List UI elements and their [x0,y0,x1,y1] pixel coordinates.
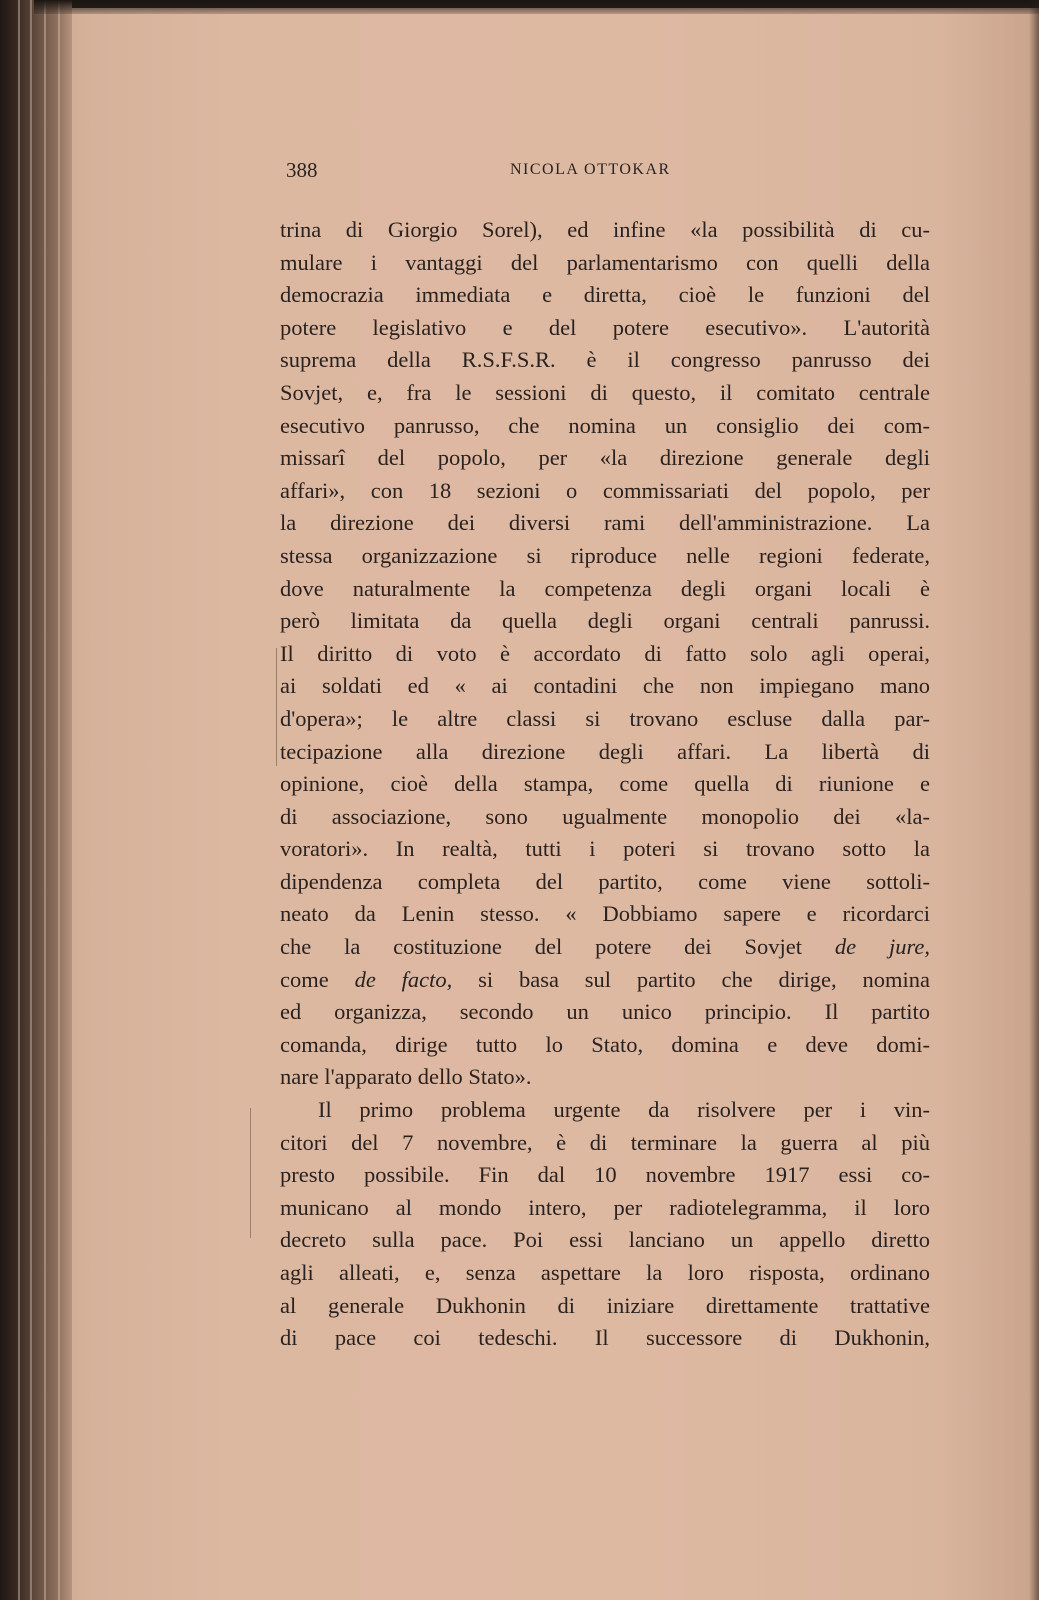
text-line: comanda, dirige tutto lo Stato, domina e deve domi- [280,1031,930,1057]
text-line: stessa organizzazione si riproduce nelle regioni federate, [280,542,930,568]
page-edge [58,0,60,1600]
text-line: municano al mondo intero, per radiotelegramma, il loro [280,1194,930,1220]
right-shadow [1029,0,1039,1600]
text-line: trina di Giorgio Sorel), ed infine «la possibilità di cu- [280,217,930,242]
text-line: affari», con 18 sezioni o commissariati del popolo, per [280,477,930,503]
text-line: mulare i vantaggi del parlamentarismo con quelli della [280,249,930,275]
running-head: NICOLA OTTOKAR [510,161,671,178]
page-edge [44,0,46,1600]
text-line: potere legislativo e del potere esecutivo». L'autorità [280,314,930,340]
italic-term: de jure, [834,934,930,960]
book-spine [0,0,72,1600]
text-line: d'opera»; le altre classi si trovano escluse dalla par- [280,705,930,731]
text-line: dipendenza completa del partito, come viene sottoli- [280,868,930,894]
text-line: presto possibile. Fin dal 10 novembre 1917 essi co- [280,1162,930,1188]
text-line: al generale Dukhonin di iniziare direttamente trattative [280,1292,930,1318]
page-header [286,158,926,188]
text-line: opinione, cioè della stampa, come quella di riunione e [280,771,930,797]
text-line: nare l'apparato dello Stato». [280,1064,532,1090]
pencil-margin-mark [250,1108,251,1238]
italic-term: de facto, [354,966,453,992]
text-line: suprema della R.S.F.S.R. è il congresso panrusso dei [280,347,930,373]
text-line: tecipazione alla direzione degli affari. La libertà di [280,738,930,764]
text-line: Sovjet, e, fra le sessioni di questo, il comitato centrale [280,379,930,405]
text-line: neato da Lenin stesso. « Dobbiamo sapere e ricordarci [280,901,930,927]
text-line: missarî del popolo, per «la direzione generale degli [280,445,930,471]
page-edge [18,0,20,1600]
text-line: democrazia immediata e diretta, cioè le funzioni del [280,282,930,308]
page-edge [30,0,32,1600]
text-run: come [280,966,355,992]
text-line: agli alleati, e, senza aspettare la loro risposta, ordinano [280,1260,930,1285]
text-line: però limitata da quella degli organi centrali panrussi. [280,608,930,634]
text-line: citori del 7 novembre, è di terminare la guerra al più [280,1129,930,1155]
text-run: che la costituzione del potere dei Sovjet [280,934,835,960]
text-line-with-italic [280,964,930,997]
text-line: ed organizza, secondo un unico principio. Il partito [280,999,930,1025]
text-line: ai soldati ed « ai contadini che non impiegano mano [280,673,930,699]
pencil-margin-mark [276,648,277,766]
page-number: 388 [286,158,318,182]
text-line: voratori». In realtà, tutti i poteri si trovano sotto la [280,836,930,862]
text-line: di associazione, sono ugualmente monopolio dei «la- [280,803,930,829]
text-line: di pace coi tedeschi. Il successore di Dukhonin, [280,1325,930,1351]
text-line: decreto sulla pace. Poi essi lanciano un appello diretto [280,1227,930,1253]
text-line-with-italic [280,931,930,964]
body-text [280,214,930,1355]
text-line: esecutivo panrusso, che nomina un consiglio dei com- [280,412,930,438]
text-line: dove naturalmente la competenza degli organi locali è [280,575,930,601]
text-line: la direzione dei diversi rami dell'amministrazione. La [280,510,930,536]
text-run: si basa sul partito che dirige, nomina [452,966,930,992]
text-line: Il primo problema urgente da risolvere per i vin- [318,1097,930,1123]
text-line: Il diritto di voto è accordato di fatto solo agli operai, [280,640,930,666]
top-shadow [34,0,1039,14]
